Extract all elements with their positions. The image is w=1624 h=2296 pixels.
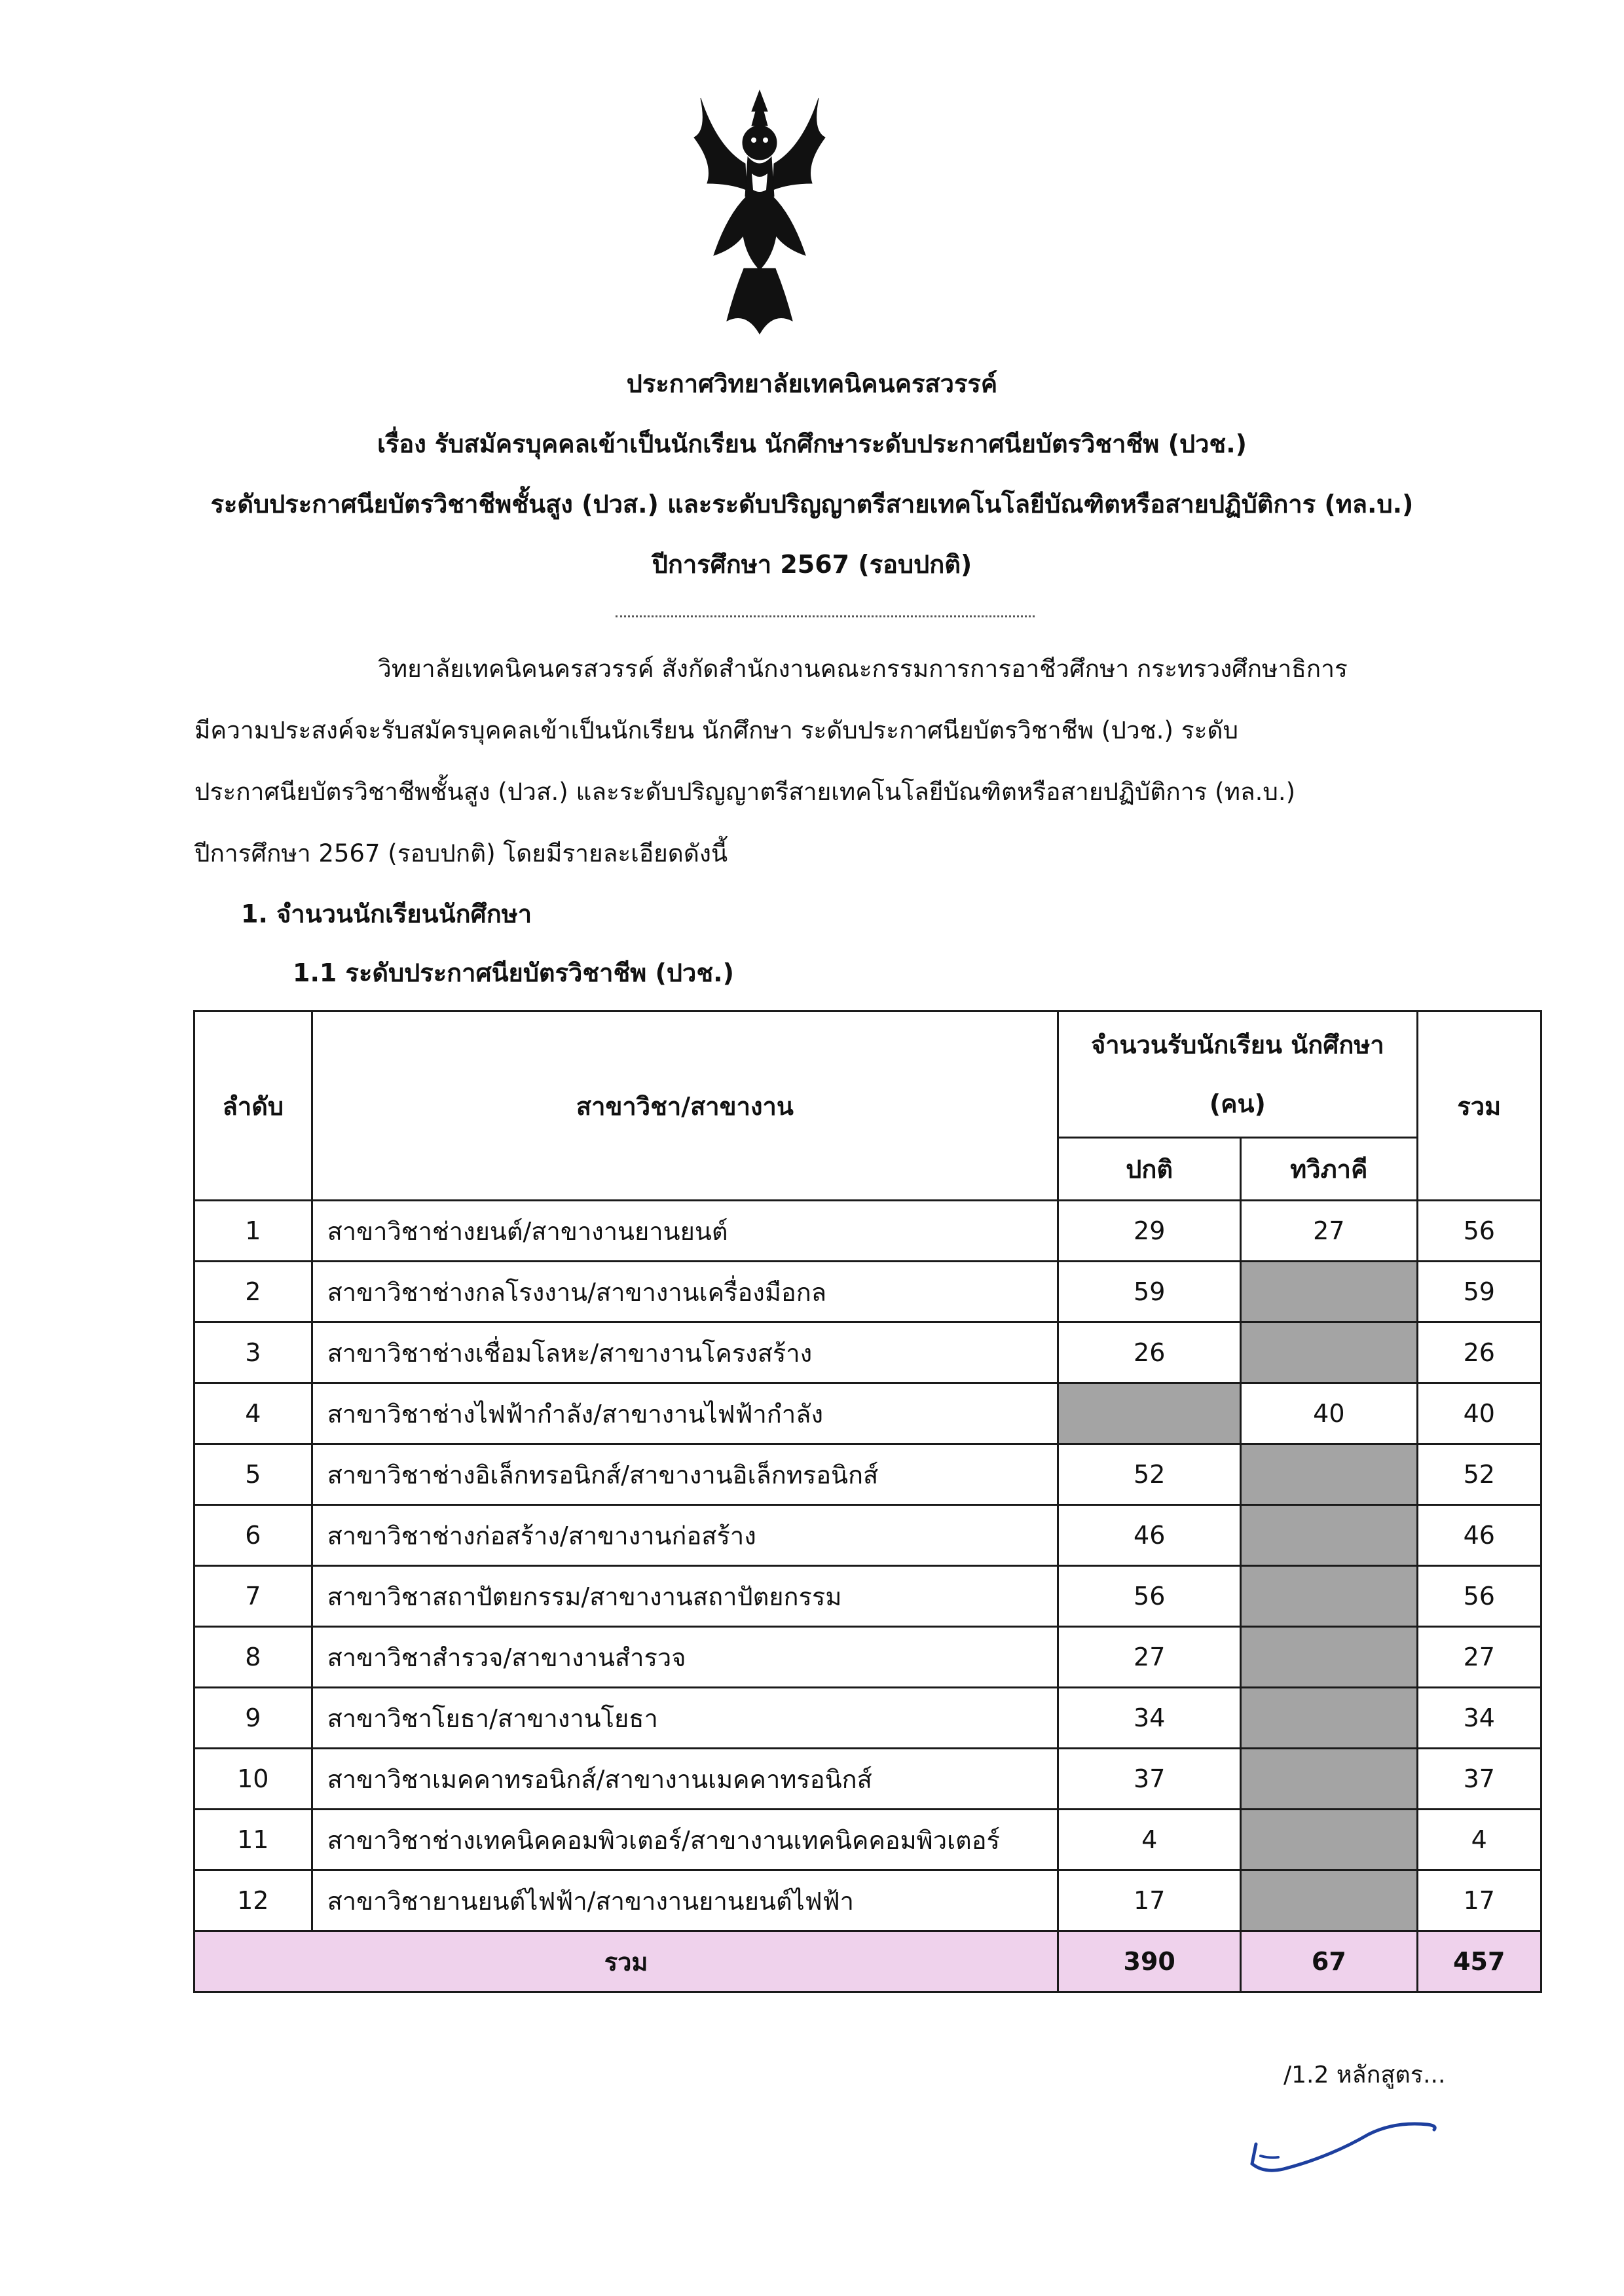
intro-paragraph <box>194 638 1471 884</box>
intro-line: วิทยาลัยเทคนิคนครสวรรค์ สังกัดสำนักงานคณะกรรมการการอาชีวศึกษา กระทรวงศึกษาธิการ <box>378 655 1348 683</box>
announcement-title <box>131 354 1493 594</box>
header-regular: ปกติ <box>1058 1138 1241 1201</box>
cell-total: 56 <box>1417 1566 1541 1627</box>
cell-dual <box>1241 1505 1417 1566</box>
intro-line: ประกาศนียบัตรวิชาชีพชั้นสูง (ปวส.) และระดับปริญญาตรีสายเทคโนโลยีบัณฑิตหรือสายปฏิบัติการ (ทล.บ.) <box>194 778 1296 806</box>
cell-total: 34 <box>1417 1688 1541 1749</box>
cell-total: 46 <box>1417 1505 1541 1566</box>
cell-order: 5 <box>194 1444 312 1505</box>
cell-regular: 46 <box>1058 1505 1241 1566</box>
table-row <box>194 1505 1541 1566</box>
cell-program: สาขาวิชาช่างกลโรงงาน/สาขางานเครื่องมือกล <box>312 1262 1058 1322</box>
cell-total: 37 <box>1417 1749 1541 1810</box>
title-line: ระดับประกาศนียบัตรวิชาชีพชั้นสูง (ปวส.) และระดับปริญญาตรีสายเทคโนโลยีบัณฑิตหรือสายปฏิบัติการ (ทล.บ.) <box>210 490 1414 519</box>
table-total-row <box>194 1931 1541 1992</box>
cell-program: สาขาวิชาช่างอิเล็กทรอนิกส์/สาขางานอิเล็กทรอนิกส์ <box>312 1444 1058 1505</box>
cell-regular: 4 <box>1058 1810 1241 1870</box>
table-row <box>194 1262 1541 1322</box>
title-line: ประกาศวิทยาลัยเทคนิคนครสวรรค์ <box>626 369 998 398</box>
section-heading: 1. จำนวนนักเรียนนักศึกษา <box>241 900 532 928</box>
cell-dual <box>1241 1322 1417 1383</box>
total-all: 457 <box>1417 1931 1541 1992</box>
cell-order: 4 <box>194 1383 312 1444</box>
subsection-heading: 1.1 ระดับประกาศนียบัตรวิชาชีพ (ปวช.) <box>293 958 734 987</box>
signature-mark <box>1238 2098 1454 2183</box>
cell-dual <box>1241 1870 1417 1931</box>
cell-order: 1 <box>194 1201 312 1262</box>
title-line: ปีการศึกษา 2567 (รอบปกติ) <box>652 550 972 579</box>
cell-order: 6 <box>194 1505 312 1566</box>
cell-program: สาขาวิชายานยนต์ไฟฟ้า/สาขางานยานยนต์ไฟฟ้า <box>312 1870 1058 1931</box>
total-dual: 67 <box>1241 1931 1417 1992</box>
continuation-note: /1.2 หลักสูตร... <box>1283 2062 1446 2088</box>
cell-order: 3 <box>194 1322 312 1383</box>
cell-regular: 59 <box>1058 1262 1241 1322</box>
cell-order: 9 <box>194 1688 312 1749</box>
cell-dual <box>1241 1566 1417 1627</box>
cell-regular: 17 <box>1058 1870 1241 1931</box>
cell-total: 26 <box>1417 1322 1541 1383</box>
cell-order: 11 <box>194 1810 312 1870</box>
cell-order: 8 <box>194 1627 312 1688</box>
cell-dual <box>1241 1262 1417 1322</box>
title-line: เรื่อง รับสมัครบุคคลเข้าเป็นนักเรียน นักศึกษาระดับประกาศนียบัตรวิชาชีพ (ปวช.) <box>377 429 1247 458</box>
cell-program: สาขาวิชาสถาปัตยกรรม/สาขางานสถาปัตยกรรม <box>312 1566 1058 1627</box>
total-regular: 390 <box>1058 1931 1241 1992</box>
cell-order: 12 <box>194 1870 312 1931</box>
enrollment-table <box>193 1010 1542 1993</box>
table-body <box>194 1201 1541 1931</box>
header-total: รวม <box>1417 1011 1541 1201</box>
table-row <box>194 1627 1541 1688</box>
table-row <box>194 1688 1541 1749</box>
cell-regular: 34 <box>1058 1688 1241 1749</box>
intro-line: มีความประสงค์จะรับสมัครบุคคลเข้าเป็นนักเรียน นักศึกษา ระดับประกาศนียบัตรวิชาชีพ (ปวช.) ระดับ <box>194 716 1238 744</box>
cell-order: 7 <box>194 1566 312 1627</box>
cell-program: สาขาวิชาช่างก่อสร้าง/สาขางานก่อสร้าง <box>312 1505 1058 1566</box>
header-quota-line: จำนวนรับนักเรียน นักศึกษา <box>1090 1030 1384 1059</box>
cell-program: สาขาวิชาช่างไฟฟ้ากำลัง/สาขางานไฟฟ้ากำลัง <box>312 1383 1058 1444</box>
cell-dual: 27 <box>1241 1201 1417 1262</box>
cell-program: สาขาวิชาช่างเชื่อมโลหะ/สาขางานโครงสร้าง <box>312 1322 1058 1383</box>
cell-total: 4 <box>1417 1810 1541 1870</box>
cell-regular: 37 <box>1058 1749 1241 1810</box>
cell-program: สาขาวิชาโยธา/สาขางานโยธา <box>312 1688 1058 1749</box>
cell-regular: 26 <box>1058 1322 1241 1383</box>
table-row <box>194 1383 1541 1444</box>
table-row <box>194 1444 1541 1505</box>
cell-order: 10 <box>194 1749 312 1810</box>
cell-program: สาขาวิชาช่างยนต์/สาขางานยานยนต์ <box>312 1201 1058 1262</box>
cell-dual <box>1241 1627 1417 1688</box>
table-row <box>194 1566 1541 1627</box>
cell-total: 40 <box>1417 1383 1541 1444</box>
header-quota-unit: (คน) <box>1209 1089 1266 1118</box>
table-row <box>194 1810 1541 1870</box>
cell-order: 2 <box>194 1262 312 1322</box>
cell-total: 27 <box>1417 1627 1541 1688</box>
garuda-emblem-icon <box>681 85 838 340</box>
header-program: สาขาวิชา/สาขางาน <box>312 1011 1058 1201</box>
table-row <box>194 1322 1541 1383</box>
header-quota <box>1058 1011 1417 1138</box>
dotted-divider <box>616 615 1035 617</box>
intro-line: ปีการศึกษา 2567 (รอบปกติ) โดยมีรายละเอียดดังนี้ <box>194 839 728 867</box>
header-order: ลำดับ <box>194 1011 312 1201</box>
cell-total: 52 <box>1417 1444 1541 1505</box>
cell-regular: 29 <box>1058 1201 1241 1262</box>
cell-regular <box>1058 1383 1241 1444</box>
cell-dual <box>1241 1810 1417 1870</box>
cell-total: 56 <box>1417 1201 1541 1262</box>
cell-regular: 27 <box>1058 1627 1241 1688</box>
cell-dual <box>1241 1444 1417 1505</box>
cell-regular: 56 <box>1058 1566 1241 1627</box>
cell-program: สาขาวิชาเมคคาทรอนิกส์/สาขางานเมคคาทรอนิกส์ <box>312 1749 1058 1810</box>
cell-program: สาขาวิชาช่างเทคนิคคอมพิวเตอร์/สาขางานเทคนิคคอมพิวเตอร์ <box>312 1810 1058 1870</box>
cell-dual <box>1241 1688 1417 1749</box>
header-dual: ทวิภาคี <box>1241 1138 1417 1201</box>
cell-dual <box>1241 1749 1417 1810</box>
table-row <box>194 1749 1541 1810</box>
cell-total: 59 <box>1417 1262 1541 1322</box>
table-row <box>194 1870 1541 1931</box>
cell-regular: 52 <box>1058 1444 1241 1505</box>
cell-total: 17 <box>1417 1870 1541 1931</box>
total-label: รวม <box>194 1931 1058 1992</box>
cell-dual: 40 <box>1241 1383 1417 1444</box>
table-row <box>194 1201 1541 1262</box>
cell-program: สาขาวิชาสำรวจ/สาขางานสำรวจ <box>312 1627 1058 1688</box>
